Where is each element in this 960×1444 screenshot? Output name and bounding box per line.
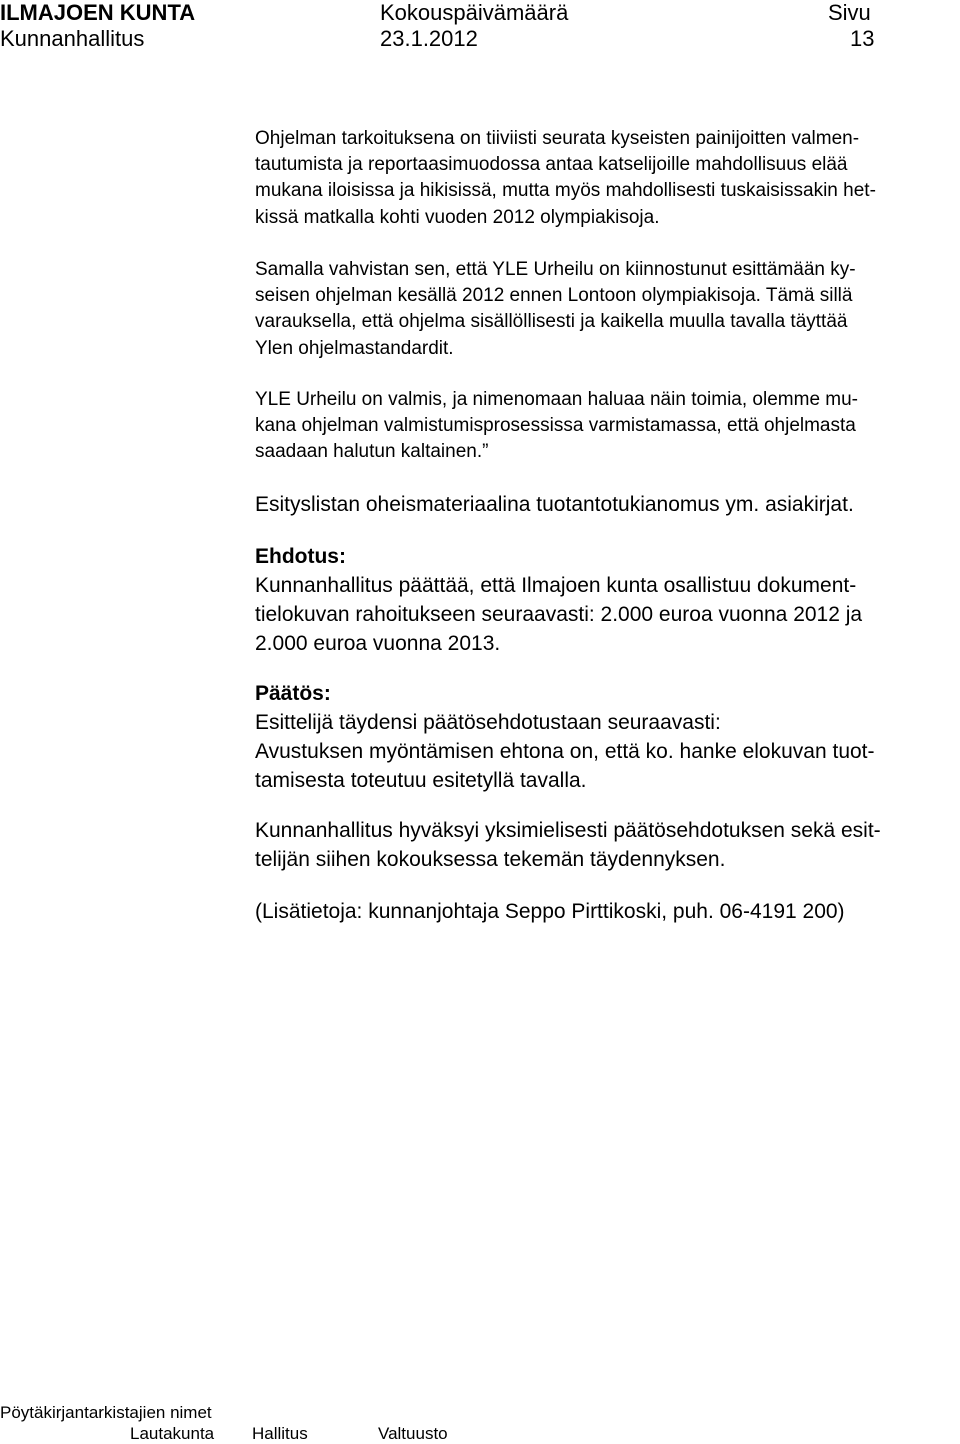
proposal-section — [255, 542, 935, 658]
reviewers-label: Pöytäkirjantarkistajien nimet — [0, 1403, 212, 1422]
text-line: Ohjelman tarkoituksena on tiiviisti seurata kyseisten painijoitten valmen- — [255, 128, 860, 149]
contact-info — [255, 897, 935, 926]
paragraph-yle-ready — [255, 387, 935, 466]
body-name: Kunnanhallitus — [0, 26, 145, 51]
organization-name: ILMAJOEN KUNTA — [0, 0, 196, 25]
paragraph-program-purpose — [255, 126, 935, 231]
paragraph-yle-interest — [255, 257, 935, 362]
attachment-note — [255, 490, 935, 519]
footer-column-council: Valtuusto — [378, 1424, 448, 1443]
text-line: varauksella, että ohjelma sisällöllisesti ja kaikella muulla tavalla täyttää — [255, 311, 848, 333]
footer-column-board: Lautakunta — [130, 1424, 215, 1443]
text-line: seisen ohjelman kesällä 2012 ennen Lontoon olympiakisoja. Tämä sillä — [255, 285, 853, 307]
text-line: Samalla vahvistan sen, että YLE Urheilu on kiinnostunut esittämään ky- — [255, 259, 856, 280]
text-line: (Lisätietoja: kunnanjohtaja Seppo Pirttikoski, puh. 06-4191 200) — [255, 900, 845, 923]
text-line: telijän siihen kokouksessa tekemän täydennyksen. — [255, 848, 726, 871]
meeting-date-label: Kokouspäivämäärä — [380, 0, 569, 25]
text-line: tamisesta toteutuu esitetyllä tavalla. — [255, 769, 587, 792]
text-line: mukana iloisissa ja hikisissä, mutta myös mahdollisesti tuskaisissakin het- — [255, 180, 876, 202]
text-line: Kunnanhallitus päättää, että Ilmajoen kunta osallistuu dokument- — [255, 574, 857, 597]
page-number: 13 — [850, 26, 875, 51]
text-line: tielokuvan rahoitukseen seuraavasti: 2.000 euroa vuonna 2012 ja — [255, 603, 863, 626]
proposal-heading: Ehdotus: — [255, 545, 346, 568]
text-line: kissä matkalla kohti vuoden 2012 olympiakisoja. — [255, 206, 660, 228]
text-line: Esittelijä täydensi päätösehdotustaan seuraavasti: — [255, 711, 721, 734]
text-line: kana ohjelman valmistumisprosessissa varmistamassa, että ohjelmasta — [255, 415, 856, 437]
text-line: Kunnanhallitus hyväksyi yksimielisesti päätösehdotuksen sekä esit- — [255, 819, 881, 842]
footer-column-executive: Hallitus — [252, 1424, 308, 1443]
text-line: 2.000 euroa vuonna 2013. — [255, 632, 501, 655]
page-label: Sivu — [828, 0, 871, 25]
text-line: tautumista ja reportaasimuodossa antaa katselijoille mahdollisuus elää — [255, 154, 848, 176]
text-line: Ylen ohjelmastandardit. — [255, 337, 454, 359]
text-line: Avustuksen myöntämisen ehtona on, että ko. hanke elokuvan tuot- — [255, 740, 875, 763]
decision-section — [255, 679, 935, 795]
text-line: saadaan halutun kaltainen.” — [255, 441, 489, 463]
text-line: YLE Urheilu on valmis, ja nimenomaan haluaa näin toimia, olemme mu- — [255, 389, 859, 410]
meeting-date: 23.1.2012 — [380, 26, 478, 51]
text-line: Esityslistan oheismateriaalina tuotantotukianomus ym. asiakirjat. — [255, 493, 854, 516]
decision-approval — [255, 816, 935, 874]
decision-heading: Päätös: — [255, 682, 331, 705]
